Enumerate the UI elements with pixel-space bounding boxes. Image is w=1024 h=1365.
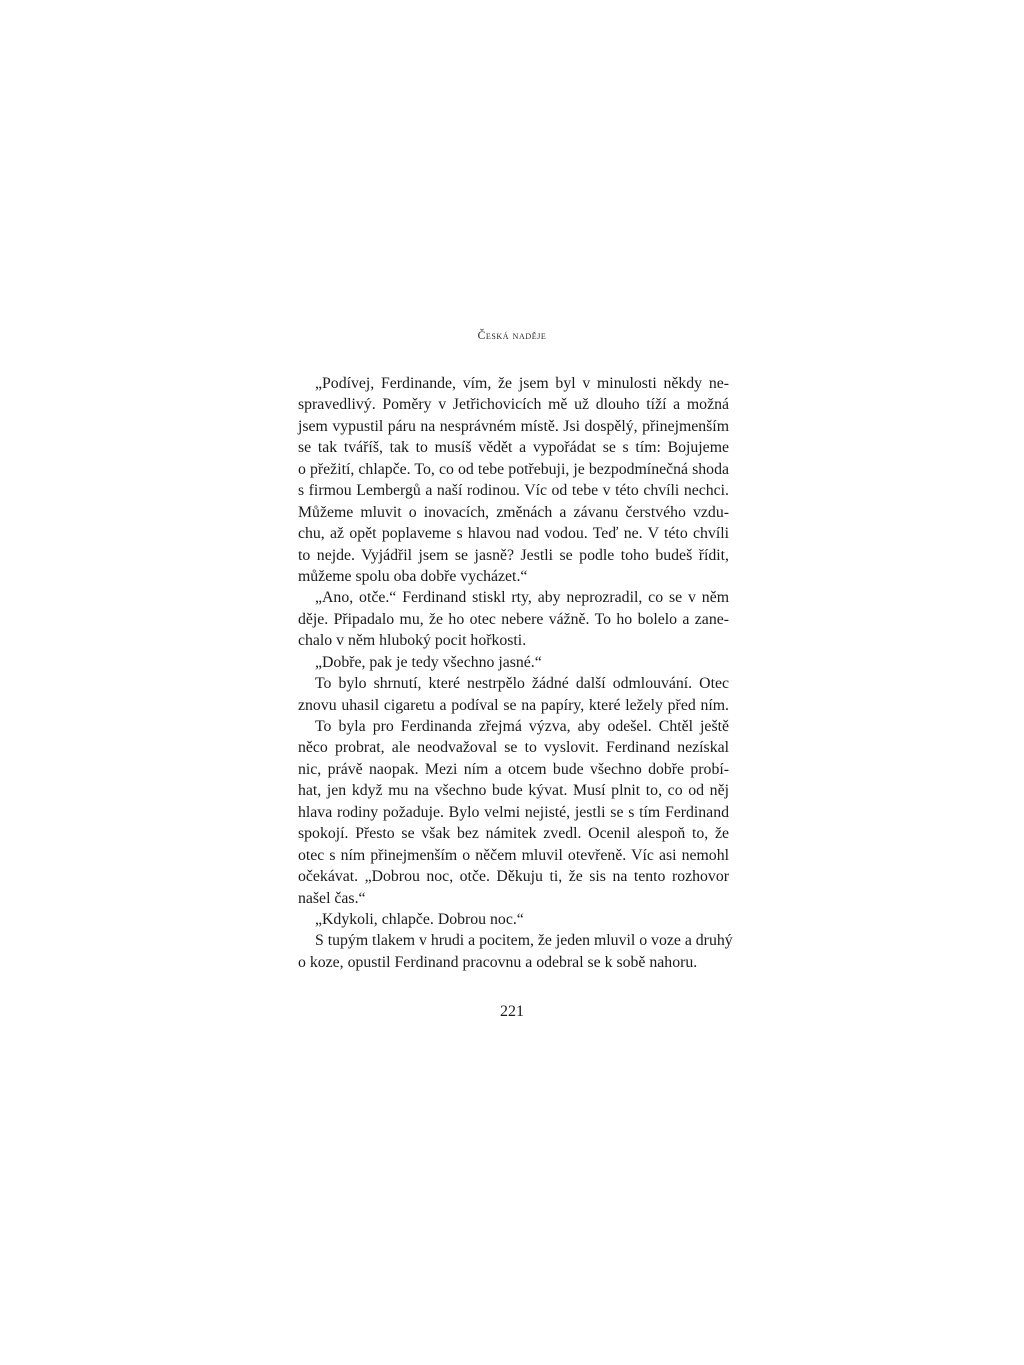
text-line: spokojí. Přesto se však bez námitek zvedl. Ocenil alespoň to, že [298, 825, 729, 843]
text-line: Můžeme mluvit o inovacích, změnách a závanu čerstvého vzdu- [298, 503, 729, 521]
text-line: něco probrat, ale neodvažoval se to vyslovit. Ferdinand nezískal [298, 739, 729, 757]
text-line: nic, právě naopak. Mezi ním a otcem bude všechno dobře probí- [298, 760, 729, 778]
text-line: našel čas.“ [298, 889, 366, 907]
text-line: to nejde. Vyjádřil jsem se jasně? Jestli se podle toho budeš řídit, [298, 546, 729, 564]
text-line: znovu uhasil cigaretu a podíval se na papíry, které ležely před ním. [298, 696, 729, 714]
text-line: „Podívej, Ferdinande, vím, že jsem byl v minulosti někdy ne- [315, 375, 729, 392]
text-line: „Ano, otče.“ Ferdinand stiskl rty, aby neprozradil, co se v něm [315, 589, 729, 607]
text-line: jsem vypustil páru na nesprávném místě. Jsi dospělý, přinejmenším [298, 417, 729, 435]
text-line: můžeme spolu oba dobře vycházet.“ [298, 567, 528, 585]
text-line: To bylo shrnutí, které nestrpělo žádné další odmlouvání. Otec [315, 675, 729, 693]
text-line: se tak tváříš, tak to musíš vědět a vypořádat se s tím: Bojujeme [298, 439, 729, 457]
text-line: hlava rodiny požaduje. Bylo velmi nejisté, jestli se s tím Ferdinand [298, 803, 729, 821]
text-line: o koze, opustil Ferdinand pracovnu a odebral se k sobě nahoru. [298, 953, 698, 971]
text-line: spravedlivý. Poměry v Jetřichovicích mě už dlouho tíží a možná [298, 396, 729, 414]
text-line: děje. Připadalo mu, že ho otec nebere vážně. To ho bolelo a zane- [298, 610, 729, 628]
text-line: To byla pro Ferdinanda zřejmá výzva, aby odešel. Chtěl ještě [315, 718, 729, 735]
text-line: chalo v něm hluboký pocit hořkosti. [298, 632, 527, 650]
running-head: Česká naděje [477, 330, 547, 342]
text-line: S tupým tlakem v hrudi a pocitem, že jeden mluvil o voze a druhý [315, 932, 733, 950]
text-line: s firmou Lembergů a naší rodinou. Víc od tebe v této chvíli nechci. [298, 482, 729, 500]
text-line: hat, jen když mu na všechno bude kývat. Musí plnit to, co od něj [298, 782, 729, 800]
text-line: o přežití, chlapče. To, co od tebe potřebuji, je bezpodmínečná shoda [298, 460, 729, 478]
text-line: „Kdykoli, chlapče. Dobrou noc.“ [315, 910, 524, 928]
text-line: „Dobře, pak je tedy všechno jasné.“ [315, 653, 542, 671]
body-text [298, 373, 733, 973]
page-number: 221 [500, 1003, 524, 1020]
text-line: chu, až opět poplaveme s hlavou nad vodou. Teď ne. V této chvíli [298, 525, 729, 543]
text-line: očekávat. „Dobrou noc, otče. Děkuju ti, že sis na tento rozhovor [298, 868, 729, 886]
text-line: otec s ním přinejmenším o něčem mluvil otevřeně. Víc asi nemohl [298, 846, 729, 864]
